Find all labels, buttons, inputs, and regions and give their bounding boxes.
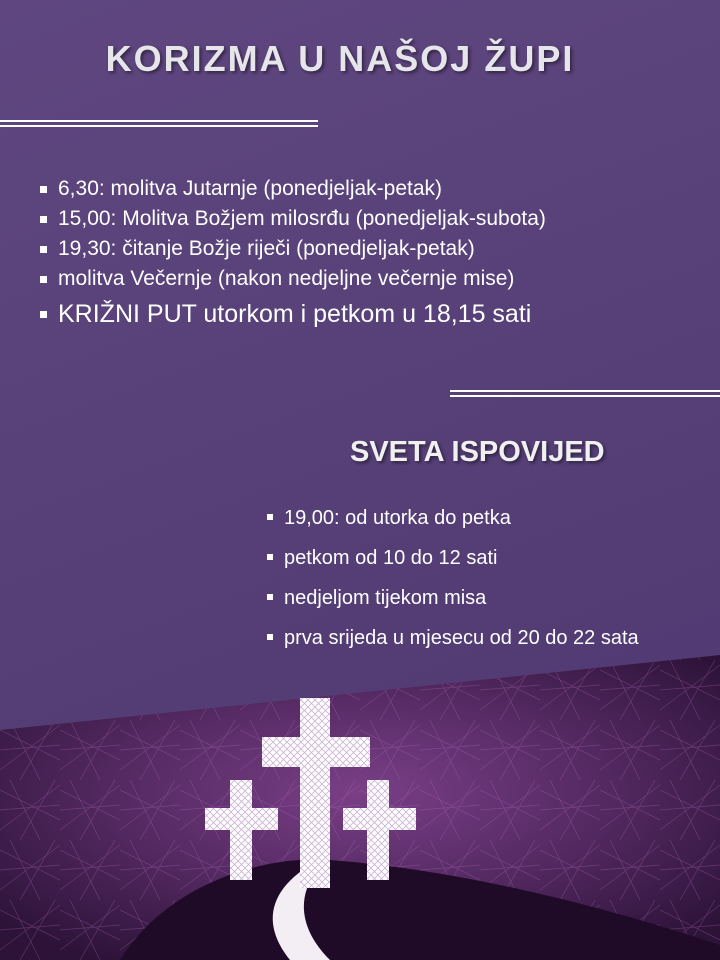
confession-title: SVETA ISPOVIJED <box>350 436 605 468</box>
schedule-item: molitva Večernje (nakon nedjeljne večernje mise) <box>38 264 546 294</box>
schedule-item: 19,30: čitanje Božje riječi (ponedjeljak-petak) <box>38 234 546 264</box>
schedule-list <box>38 174 546 332</box>
divider-top <box>0 120 318 127</box>
confession-item: petkom od 10 do 12 sati <box>266 538 639 578</box>
schedule-item: 6,30: molitva Jutarnje (ponedjeljak-petak) <box>38 174 546 204</box>
page-title: KORIZMA U NAŠOJ ŽUPI <box>105 38 575 79</box>
confession-item: prva srijeda u mjesecu od 20 do 22 sata <box>266 618 639 658</box>
schedule-item: 15,00: Molitva Božjem milosrđu (ponedjeljak-subota) <box>38 204 546 234</box>
divider-middle <box>450 390 720 397</box>
confession-item: nedjeljom tijekom misa <box>266 578 639 618</box>
schedule-item-stations: KRIŽNI PUT utorkom i petkom u 18,15 sati <box>38 296 546 332</box>
confession-item: 19,00: od utorka do petka <box>266 498 639 538</box>
confession-list <box>266 498 639 658</box>
